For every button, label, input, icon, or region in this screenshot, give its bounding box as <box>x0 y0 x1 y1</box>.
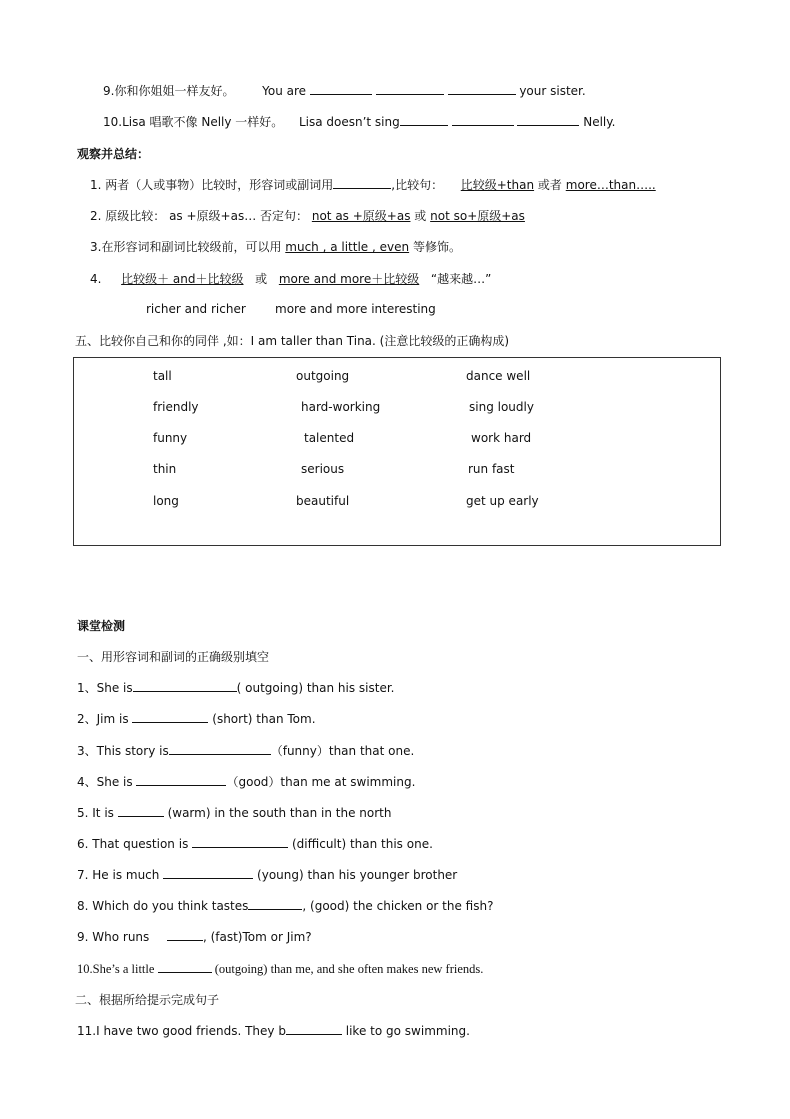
vocab-word: funny <box>153 431 188 445</box>
question-1: 1、She is ( outgoing) than his sister. <box>77 681 395 695</box>
answer-blank[interactable] <box>133 680 237 692</box>
answer-blank[interactable] <box>286 1023 342 1035</box>
example-a: richer and richer <box>146 302 246 316</box>
vocab-word: beautiful <box>296 494 350 508</box>
question-6: 6. That question is (difficult) than this one. <box>77 837 433 851</box>
answer-blank[interactable] <box>310 83 372 95</box>
answer-blank[interactable] <box>333 177 391 189</box>
question-4: 4、She is （good）than me at swimming. <box>77 775 416 789</box>
check-heading: 课堂检测 <box>77 619 126 633</box>
vocab-phrase: dance well <box>466 369 531 383</box>
vocab-phrase: get up early <box>466 494 539 508</box>
vocab-word: thin <box>153 462 177 476</box>
item-10: 10.Lisa 唱歌不像 Nelly 一样好。 Lisa doesn’t sing Nelly. <box>103 115 616 129</box>
rule-1: 1. 两者（人或事物）比较时，形容词或副词用 ,比较句： 比较级+than 或者 more…than….. <box>90 178 656 192</box>
answer-blank[interactable] <box>376 83 444 95</box>
answer-blank[interactable] <box>169 743 271 755</box>
vocab-word: outgoing <box>296 369 350 383</box>
answer-blank[interactable] <box>248 898 302 910</box>
question-5: 5. It is (warm) in the south than in the north <box>77 806 392 820</box>
vocab-word: tall <box>153 369 172 383</box>
answer-blank[interactable] <box>192 836 288 848</box>
part1-title: 一、用形容词和副词的正确级别填空 <box>77 650 270 664</box>
question-11: 11.I have two good friends. They b like to go swimming. <box>77 1024 470 1038</box>
rule-3: 3.在形容词和副词比较级前，可以用 much , a little , even 等修饰。 <box>90 240 461 254</box>
question-10: 10.She’s a little (outgoing) than me, and she often makes new friends. <box>77 962 484 976</box>
answer-blank[interactable] <box>158 961 212 973</box>
section5-title: 五、比较你自己和你的同伴 ,如：I am taller than Tina. (注意比较级的正确构成) <box>75 334 510 348</box>
vocab-word: hard-working <box>301 400 381 414</box>
observe-heading: 观察并总结： <box>77 147 150 161</box>
answer-blank[interactable] <box>400 114 448 126</box>
rule-2: 2. 原级比较： as +原级+as… 否定句： not as +原级+as 或 not so+原级+as <box>90 209 525 223</box>
vocab-word: long <box>153 494 179 508</box>
answer-blank[interactable] <box>118 805 164 817</box>
question-7: 7. He is much (young) than his younger brother <box>77 868 458 882</box>
example-b: more and more interesting <box>275 302 436 316</box>
vocab-word: serious <box>301 462 345 476</box>
vocab-box <box>73 357 721 546</box>
item-9: 9.你和你姐姐一样友好。 You are your sister. <box>103 84 586 98</box>
question-9: 9. Who runs , (fast)Tom or Jim? <box>77 930 312 944</box>
question-2: 2、Jim is (short) than Tom. <box>77 712 316 726</box>
vocab-phrase: run fast <box>468 462 515 476</box>
question-8: 8. Which do you think tastes , (good) the chicken or the fish? <box>77 899 494 913</box>
part2-title: 二、根据所给提示完成句子 <box>75 993 220 1007</box>
vocab-word: friendly <box>153 400 199 414</box>
answer-blank[interactable] <box>448 83 516 95</box>
vocab-phrase: work hard <box>471 431 532 445</box>
vocab-word: talented <box>304 431 355 445</box>
answer-blank[interactable] <box>452 114 514 126</box>
vocab-phrase: sing loudly <box>469 400 534 414</box>
answer-blank[interactable] <box>163 867 253 879</box>
rule-4: 4. 比较级＋ and＋比较级 或 more and more＋比较级 “越来越…” <box>90 272 492 286</box>
question-3: 3、This story is （funny）than that one. <box>77 744 415 758</box>
answer-blank[interactable] <box>136 774 226 786</box>
answer-blank[interactable] <box>517 114 579 126</box>
answer-blank[interactable] <box>132 711 208 723</box>
answer-blank[interactable] <box>167 929 203 941</box>
